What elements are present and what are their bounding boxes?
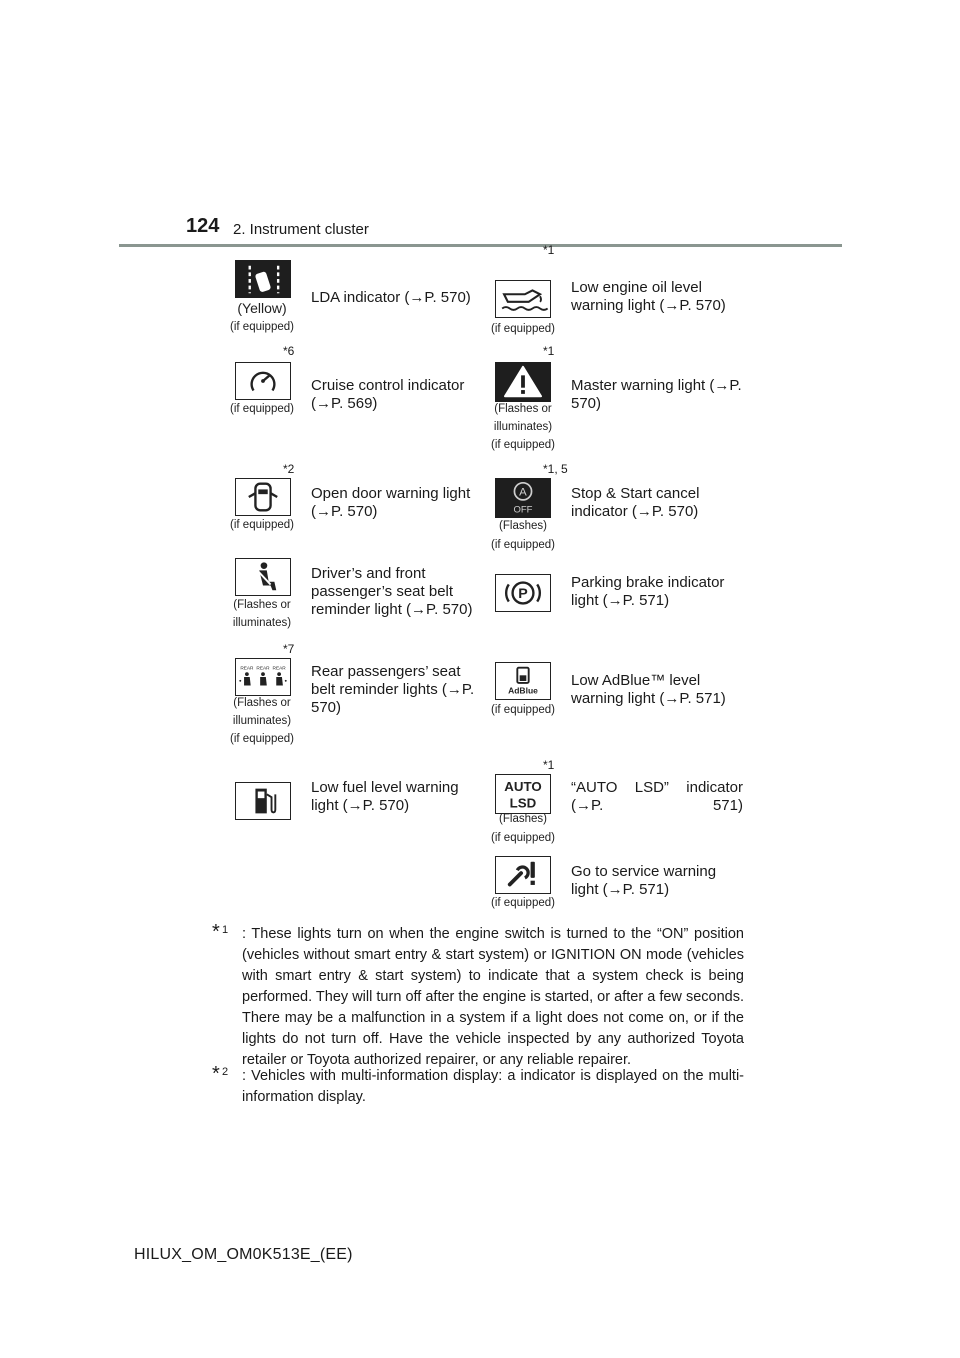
oil-level-icon [496, 281, 550, 317]
desc-oil: Low engine oil level warning light (→P. 570) [571, 279, 726, 314]
svg-text:A: A [519, 486, 527, 499]
page-number: 124 [186, 215, 220, 237]
icon-box-parking [495, 574, 551, 612]
marker-cruise: *6 [283, 344, 295, 358]
icon-box-seatbelt [235, 558, 291, 596]
fuel-pump-icon [236, 783, 290, 819]
svg-text:REAR: REAR [272, 666, 286, 672]
auto-lsd-icon [496, 775, 550, 813]
marker-stopstart: *1, 5 [543, 462, 568, 476]
master-warning-icon [496, 363, 550, 401]
caption-lda-color: (Yellow) [237, 300, 287, 316]
desc-autolsd: “AUTO LSD” indicator (→P. 571) [571, 779, 743, 814]
caption-rear-belt-3: (if equipped) [230, 733, 294, 745]
svg-text:LSD: LSD [509, 795, 537, 811]
desc-adblue: Low AdBlue™ level warning light (→P. 571) [571, 672, 726, 707]
caption-oil: (if equipped) [491, 323, 555, 335]
marker-rear-belt: *7 [283, 642, 295, 656]
icon-box-door [235, 478, 291, 516]
icon-box-oil [495, 280, 551, 318]
marker-autolsd: *1 [543, 758, 555, 772]
header-rule [119, 244, 842, 247]
section-title: 2. Instrument cluster [233, 221, 369, 238]
note-2 [212, 1063, 744, 1108]
caption-door: (if equipped) [230, 519, 294, 531]
caption-master-3: (if equipped) [491, 439, 555, 451]
marker-master: *1 [543, 344, 555, 358]
marker-door: *2 [283, 462, 295, 476]
icon-box-adblue [495, 662, 551, 700]
seat-belt-icon [236, 559, 290, 595]
caption-autolsd-1: (Flashes) [499, 813, 547, 825]
note-2-marker: * [212, 1063, 220, 1085]
desc-fuel: Low fuel level warning light (→P. 570) [311, 779, 459, 814]
caption-lda-equip: (if equipped) [230, 321, 294, 333]
open-door-icon [236, 479, 290, 515]
desc-stopstart: Stop & Start cancel indicator (→P. 570) [571, 485, 700, 520]
svg-text:REAR: REAR [256, 666, 270, 672]
caption-seatbelt-1: (Flashes or [233, 599, 291, 611]
caption-cruise: (if equipped) [230, 403, 294, 415]
caption-rear-belt-1: (Flashes or [233, 697, 291, 709]
svg-text:AdBlue: AdBlue [508, 685, 538, 696]
icon-box-master [495, 362, 551, 402]
caption-service: (if equipped) [491, 897, 555, 909]
desc-cruise: Cruise control indicator (→P. 569) [311, 377, 465, 412]
note-1-marker: * [212, 921, 220, 943]
caption-master-2: illuminates) [493, 421, 553, 433]
icon-box-rear-belt [235, 658, 291, 696]
svg-text:AUTO: AUTO [504, 779, 542, 795]
desc-service: Go to service warning light (→P. 571) [571, 863, 717, 898]
icon-box-stopstart [495, 478, 551, 518]
svg-text:OFF: OFF [513, 504, 533, 516]
note-2-text: : Vehicles with multi-information display: a indicator is displayed on the multi-information display. [242, 1068, 744, 1105]
stop-start-off-icon [496, 479, 550, 517]
icon-box-cruise [235, 362, 291, 400]
svg-text:P: P [518, 586, 528, 603]
desc-rear-belt: Rear passengers’ seat belt reminder lights (→P. 570) [311, 663, 475, 716]
desc-parking: Parking brake indicator light (→P. 571) [571, 574, 725, 609]
caption-stopstart-2: (if equipped) [491, 539, 555, 551]
caption-adblue: (if equipped) [491, 704, 555, 716]
desc-door: Open door warning light (→P. 570) [311, 485, 471, 520]
caption-rear-belt-2: illuminates) [232, 715, 292, 727]
desc-master: Master warning light (→P. 570) [571, 377, 742, 412]
note-1-text: : These lights turn on when the engine switch is turned to the “ON” position (vehicles without smart entry & start system) or IGNITION ON mode (vehicles with smart entry & start system) to indicate that a system check is being performed. They will turn off after the engine is started, or after a few seconds. There may be a malfunction in a system if a light does not come on, or if the lights do not turn off. Have the vehicle inspected by any authorized Toyota retailer or Toyota authorized repairer, or any reliable repairer. [242, 926, 744, 1068]
marker-oil: *1 [543, 243, 555, 257]
lda-icon [236, 261, 290, 297]
desc-seatbelt: Driver’s and front passenger’s seat belt reminder light (→P. 570) [311, 565, 473, 618]
adblue-icon [496, 663, 550, 699]
desc-lda: LDA indicator (→P. 570) [311, 289, 471, 306]
caption-seatbelt-2: illuminates) [232, 617, 292, 629]
caption-stopstart-1: (Flashes) [499, 520, 547, 532]
service-wrench-icon [496, 857, 550, 893]
note-2-label: 2 [222, 1066, 229, 1078]
svg-text:REAR: REAR [240, 666, 254, 672]
note-1 [212, 921, 744, 1071]
caption-autolsd-2: (if equipped) [491, 832, 555, 844]
parking-brake-icon [496, 575, 550, 611]
speedometer-icon [236, 363, 290, 399]
note-1-label: 1 [222, 924, 229, 936]
icon-box-fuel [235, 782, 291, 820]
caption-master-1: (Flashes or [494, 403, 552, 415]
rear-seat-belt-icon [236, 659, 290, 695]
document-code: HILUX_OM_OM0K513E_(EE) [134, 1246, 353, 1263]
icon-box-lda [235, 260, 291, 298]
icon-box-autolsd [495, 774, 551, 814]
icon-box-service [495, 856, 551, 894]
